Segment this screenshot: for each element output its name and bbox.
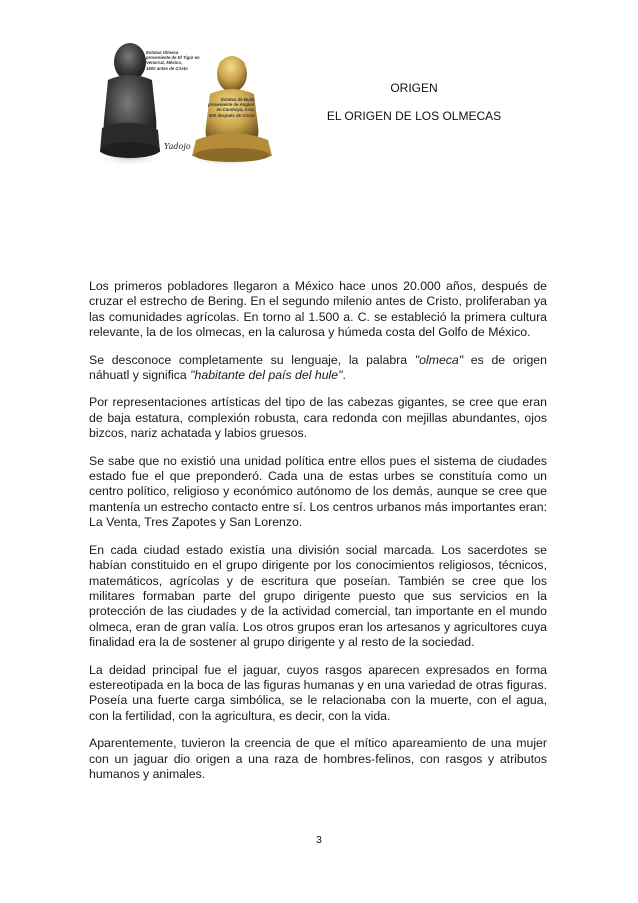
image-signature: Yadojo xyxy=(164,142,191,151)
olmec-caption: Estatua Olmeca proveniente de El Tigar en Veracruz, México, 1500 antes de Cristo xyxy=(146,50,200,71)
page-number: 3 xyxy=(316,835,322,846)
paragraph-4: Se sabe que no existió una unidad política entre ellos pues el sistema de ciudades estado fue el que preponderó. Cada una de estas urbes se constituía como un centro político, religioso y económico autónomo de los demás, aunque se cree que mantenía un estrecho contacto entre sí. Los centros urbanos más importantes eran: La Venta, Tres Zapotes y San Lorenzo. xyxy=(89,453,547,530)
section-subtitle: EL ORIGEN DE LOS OLMECAS xyxy=(326,109,502,123)
paragraph-5: En cada ciudad estado existía una división social marcada. Los sacerdotes se habían constituido en el grupo dirigente por los conocimientos religiosos, técnicos, matemáticos, agrícolas y de escritura que poseían. También se cree que los militares formaban parte del grupo dirigente puesto que sus servicios en la protección de las ciudades y de la actividad comercial, tan importante en el mundo olmeca, eran de gran valía. Los otros grupos eran los artesanos y agricultores cuya finalidad era la de sostener al grupo dirigente y al resto de la sociedad. xyxy=(89,542,547,650)
statues-image xyxy=(92,40,282,168)
paragraph-1: Los primeros pobladores llegaron a México hace unos 20.000 años, después de cruzar el estrecho de Bering. En el segundo milenio antes de Cristo, proliferaban ya las comunidades agrícolas. En torno al 1.500 a. C. se estableció la primera cultura relevante, la de los olmecas, en la calurosa y húmeda costa del Golfo de México. xyxy=(89,279,547,340)
quoted-meaning: "habitante del país del hule" xyxy=(190,368,343,383)
paragraph-2: Se desconoce completamente su lenguaje, la palabra "olmeca" es de origen náhuatl y significa "habitante del país del hule". xyxy=(89,352,547,383)
quoted-term: "olmeca" xyxy=(414,352,464,367)
paragraph-3: Por representaciones artísticas del tipo de las cabezas gigantes, se cree que eran de baja estatura, complexión robusta, cara redonda con mejillas abundantes, ojos bizcos, nariz achatada y labios gruesos. xyxy=(89,395,547,441)
paragraph-7: Aparentemente, tuvieron la creencia de que el mítico apareamiento de una mujer con un jaguar dio origen a una raza de hombres-felinos, con rasgos y atributos humanos y animales. xyxy=(89,736,547,781)
section-title: ORIGEN xyxy=(390,81,438,95)
buddha-caption: Estatua de Buda proveniente de Angkor en Camboya, Asia, 800 después de Cristo xyxy=(208,97,255,118)
paragraph-6: La deidad principal fue el jaguar, cuyos rasgos aparecen expresados en forma estereotipada en la boca de las figuras humanas y en una variedad de otras figuras. Poseía una fuerte carga simbólica, se le relacionaba con la muerte, con el agua, con la fertilidad, con la agricultura, es decir, con la vida. xyxy=(89,662,548,723)
body-text xyxy=(89,279,547,794)
